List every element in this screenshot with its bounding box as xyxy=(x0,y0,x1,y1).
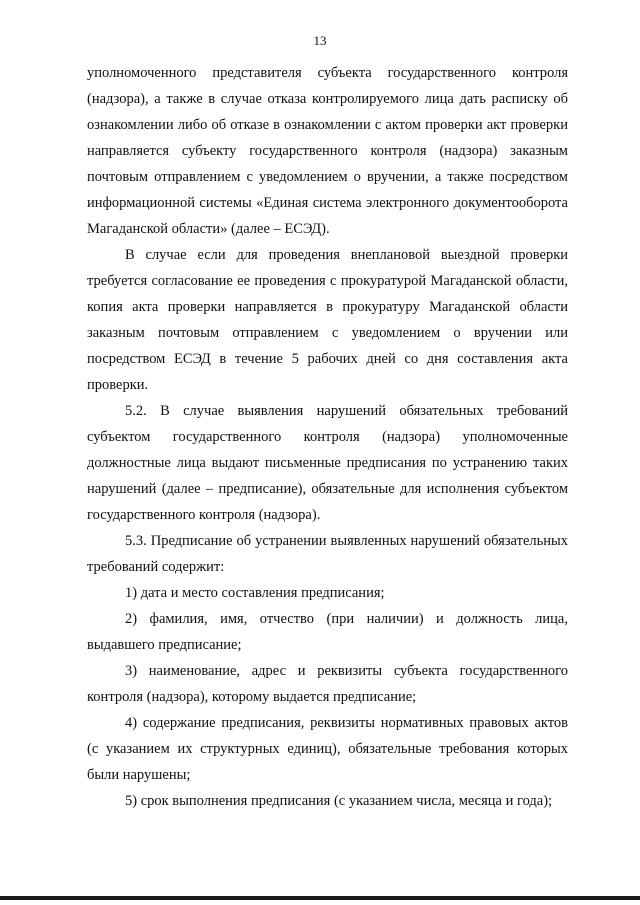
page-number: 13 xyxy=(313,33,327,48)
paragraph-continuation: уполномоченного представителя субъекта государственного контроля (надзора), а также в случае отказа контролируемого лица дать расписку об ознакомлении либо об отказе в ознакомлении с актом проверки акт проверки направляется субъекту государственного контроля (надзора) заказным почтовым отправлением с уведомлением о вручении, а также посредством информационной системы «Единая система электронного документооборота Магаданской области» (далее – ЕСЭД). xyxy=(87,65,568,237)
scan-bottom-edge xyxy=(0,896,640,900)
list-item-4: 4) содержание предписания, реквизиты нормативных правовых актов (с указанием их структурных единиц), обязательные требования которых были нарушены; xyxy=(87,715,568,783)
paragraph-prosecutor-approval: В случае если для проведения внеплановой выездной проверки требуется согласование ее проведения с прокуратурой Магаданской области, копия акта проверки направляется в прокуратуру Магаданской области заказным почтовым отправлением с уведомлением о вручении или посредством ЕСЭД в течение 5 рабочих дней со дня составления акта проверки. xyxy=(87,247,568,393)
list-item-3: 3) наименование, адрес и реквизиты субъекта государственного контроля (надзора), которому выдается предписание; xyxy=(87,663,568,705)
list-item-5: 5) срок выполнения предписания (с указанием числа, месяца и года); xyxy=(125,793,553,809)
list-item-2: 2) фамилия, имя, отчество (при наличии) и должность лица, выдавшего предписание; xyxy=(87,611,568,653)
list-item-1: 1) дата и место составления предписания; xyxy=(125,585,385,601)
paragraph-5-3: 5.3. Предписание об устранении выявленных нарушений обязательных требований содержит: xyxy=(87,533,568,575)
document-body xyxy=(87,60,568,814)
paragraph-5-2: 5.2. В случае выявления нарушений обязательных требований субъектом государственного контроля (надзора) уполномоченные должностные лица выдают письменные предписания по устранению таких нарушений (далее – предписание), обязательные для исполнения субъектом государственного контроля (надзора). xyxy=(87,403,568,523)
